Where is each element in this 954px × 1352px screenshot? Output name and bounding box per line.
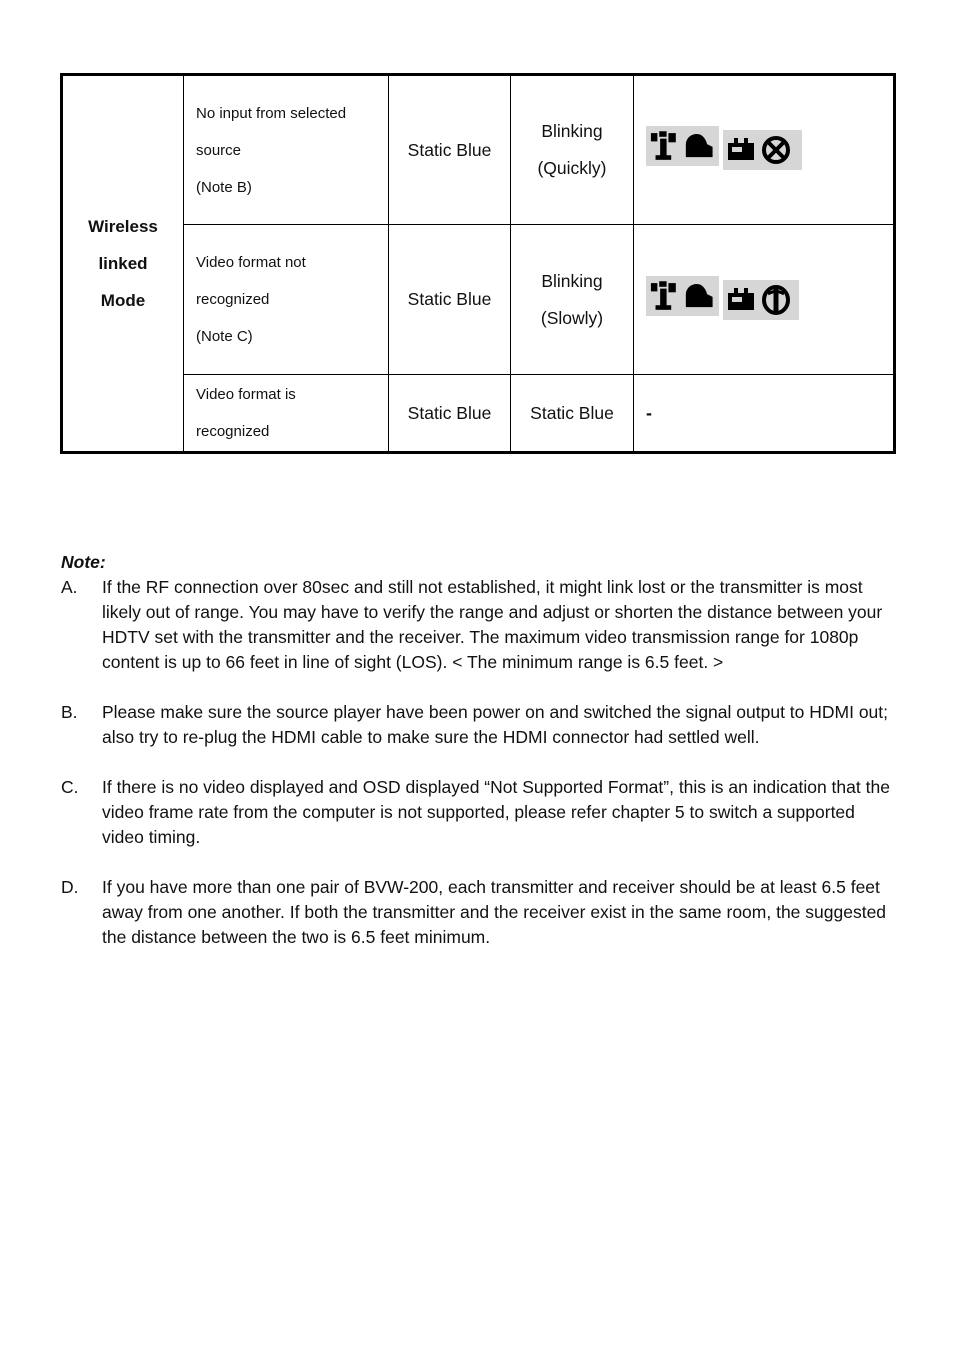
- tv-icon: [727, 288, 755, 312]
- osd-cell: [634, 75, 895, 225]
- condition-line: source: [196, 141, 242, 159]
- note-label: C.: [61, 777, 79, 797]
- osd-icon-group: [646, 126, 719, 166]
- note-label: D.: [61, 877, 79, 897]
- note-item: [61, 575, 901, 675]
- led2-line: (Slowly): [540, 307, 604, 328]
- mode-cell: [62, 75, 184, 453]
- osd-cell: [634, 225, 895, 375]
- condition-line: recognized: [196, 423, 270, 440]
- condition-line: (Note C): [196, 328, 253, 345]
- led2-line: Blinking: [541, 121, 603, 141]
- note-label: B.: [61, 702, 78, 722]
- led1-cell: Static Blue: [389, 75, 511, 225]
- osd-icon-group: [723, 130, 802, 170]
- condition-line: recognized: [196, 291, 270, 308]
- antenna-signal-icon: [650, 130, 678, 162]
- led1-cell: Static Blue: [389, 375, 511, 453]
- led2-line: Blinking: [541, 270, 603, 291]
- mode-label-line: Wireless: [88, 217, 158, 236]
- mode-label-line: Mode: [100, 291, 146, 310]
- note-label: A.: [61, 577, 78, 597]
- condition-cell: [184, 375, 389, 453]
- osd-icon-group: [646, 276, 719, 316]
- condition-cell: [184, 225, 389, 375]
- antenna-signal-icon: [650, 280, 678, 312]
- note-text: If the RF connection over 80sec and still not established, it might link lost or the transmitter is most likely out of range. You may have to verify the range and adjust or shorten the distance between your HDTV set with the transmitter and the receiver. The maximum video transmission range for 1080p content is up to 66 feet in line of sight (LOS). < The minimum range is 6.5 feet. >: [102, 577, 883, 672]
- led2-cell: Static Blue: [511, 375, 634, 453]
- note-text: If you have more than one pair of BVW-200, each transmitter and receiver should be at least 6.5 feet away from one another. If both the transmitter and the receiver exist in the same room, the suggested the distance between the two is 6.5 feet minimum.: [102, 877, 887, 947]
- osd-dash: -: [646, 402, 652, 423]
- note-item: [61, 775, 901, 850]
- speaker-icon: [684, 281, 715, 311]
- led1-cell: Static Blue: [389, 225, 511, 375]
- status-table: [60, 73, 896, 454]
- tv-icon: [727, 138, 755, 162]
- note-item: [61, 875, 901, 950]
- osd-icon-group: [723, 280, 799, 320]
- note-text: Please make sure the source player have been power on and switched the signal output to HDMI out; also try to re-plug the HDMI cable to make sure the HDMI connector had settled well.: [102, 702, 889, 747]
- led2-cell: [511, 225, 634, 375]
- notes-title: Note:: [61, 552, 106, 572]
- condition-line: (Note B): [196, 178, 252, 196]
- led2-line: (Quickly): [537, 158, 607, 178]
- note-text: If there is no video displayed and OSD displayed “Not Supported Format”, this is an indication that the video frame rate from the computer is not supported, please refer chapter 5 to switch a supported video timing.: [102, 777, 890, 847]
- speaker-icon: [684, 131, 715, 161]
- osd-cell: [634, 375, 895, 453]
- condition-line: No input from selected: [196, 104, 347, 122]
- no-input-icon: [761, 135, 791, 165]
- led2-cell: [511, 75, 634, 225]
- notes-section: [61, 550, 901, 975]
- note-item: [61, 700, 901, 750]
- format-unknown-icon: [761, 285, 791, 315]
- condition-cell: [184, 75, 389, 225]
- mode-label-line: linked: [98, 254, 148, 273]
- condition-line: Video format not: [196, 254, 306, 271]
- condition-line: Video format is: [196, 386, 296, 403]
